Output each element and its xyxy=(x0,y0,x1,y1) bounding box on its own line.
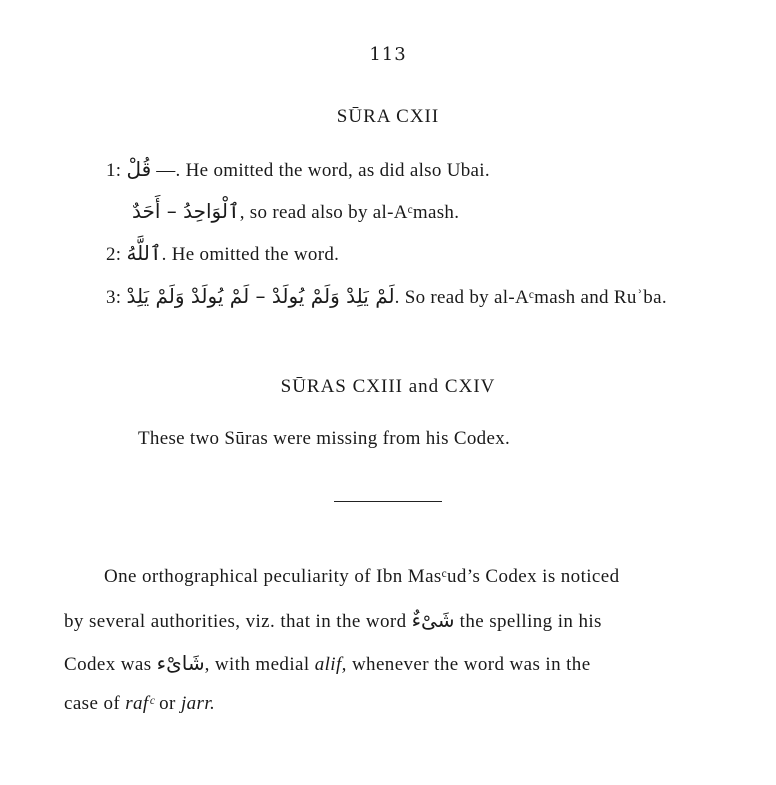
text-run: or xyxy=(159,693,176,714)
italic-term: alif, xyxy=(314,654,347,675)
italic-term: rafᶜ xyxy=(125,693,154,714)
entry-text: , so read also by al-Aᶜmash. xyxy=(239,202,460,223)
paragraph-line-3 xyxy=(64,651,714,676)
arabic-text: قُلْ xyxy=(126,157,152,181)
page-number: 113 xyxy=(369,44,407,65)
arabic-word: شَىْءٌ xyxy=(411,608,455,632)
suras-note: These two Sūras were missing from his Codex. xyxy=(138,428,511,449)
text-run: by several authorities, viz. that in the word xyxy=(64,611,407,632)
arabic-text: لَمْ يَلِدْ وَلَمْ يُولَدْ – لَمْ يُولَدْ وَلَمْ يَلِدْ xyxy=(126,284,395,308)
entry-number: 3: xyxy=(106,287,122,308)
entry-1 xyxy=(106,157,490,182)
text-run: whenever the word was in the xyxy=(351,654,591,675)
entry-number: 1: xyxy=(106,160,122,181)
arabic-text: ٱلْوَاحِدُ – أَحَدٌ xyxy=(132,199,240,223)
entry-3 xyxy=(106,284,667,309)
entry-2 xyxy=(106,241,339,266)
sura-heading: SŪRA CXII xyxy=(336,106,440,127)
text-run: Codex was xyxy=(64,654,152,675)
italic-term: jarr. xyxy=(180,693,216,714)
arabic-word: شَاىْء xyxy=(156,651,205,675)
text-run: the spelling in his xyxy=(459,611,602,632)
arabic-text: ٱللَّهُ xyxy=(126,241,162,265)
entry-1-continuation xyxy=(132,199,459,224)
paragraph-line-2 xyxy=(64,608,714,633)
paragraph-line-1: One orthographical peculiarity of Ibn Masᶜud’s Codex is noticed xyxy=(104,566,620,587)
section-divider xyxy=(334,501,442,502)
entry-text: . He omitted the word. xyxy=(161,244,340,265)
entry-text: . So read by al-Aᶜmash and Ruʾba. xyxy=(394,287,667,308)
entry-text: —. He omitted the word, as did also Ubai. xyxy=(156,160,490,181)
text-run: , with medial xyxy=(204,654,310,675)
paragraph-line-4 xyxy=(64,693,714,715)
entry-number: 2: xyxy=(106,244,122,265)
suras-heading: SŪRAS CXIII and CXIV xyxy=(280,376,496,397)
text-run: case of xyxy=(64,693,121,714)
